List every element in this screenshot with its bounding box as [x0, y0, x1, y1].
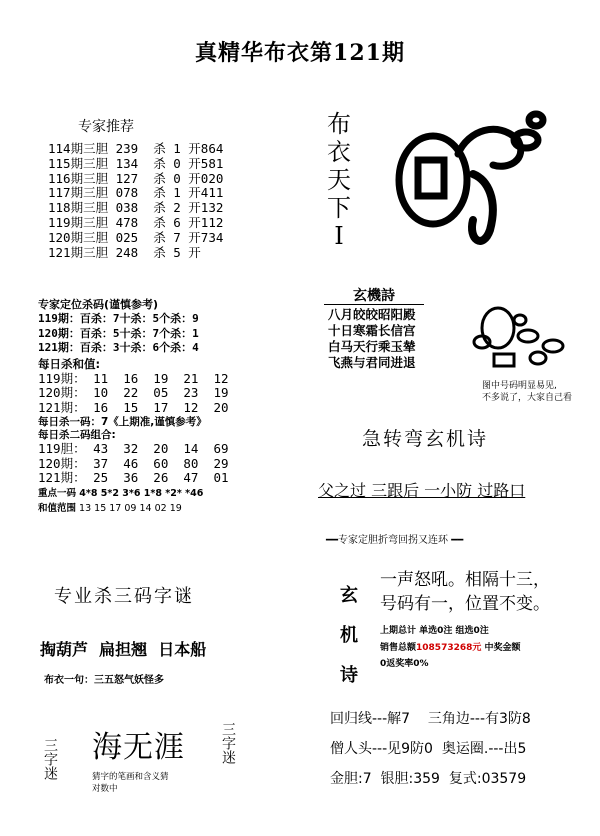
stat-line-1: 上期总计 单选0注 组选0注 — [380, 626, 489, 636]
stat-line-2 — [380, 640, 580, 656]
riddle-left-vertical: 三字迷 — [42, 738, 58, 780]
stat2-tail: 中奖金额 — [484, 643, 521, 653]
chain-doodle-icon — [458, 298, 568, 378]
sharp-turn-riddle: 父之过 三跟后 一小防 过路口 — [318, 481, 526, 500]
riddle-big-text: 海无涯 — [92, 730, 185, 765]
mystic-poem-title: 玄機詩 — [324, 288, 424, 305]
mystic-poem2-side: 玄 机 诗 — [340, 585, 358, 686]
history-row: 115期三胆 134 杀 0 开581 — [48, 155, 224, 171]
coin-doodle-icon — [378, 110, 558, 270]
history-row: 117期三胆 078 杀 1 开411 — [48, 185, 224, 201]
kill-two-row: 121期： 25 36 26 47 01 — [38, 470, 229, 485]
expert-heading: 专家推荐 — [78, 119, 134, 135]
mystic-poem-panel — [318, 282, 572, 402]
sharp-turn-title: 急转弯玄机诗 — [362, 428, 489, 450]
poem-line: 飞燕与君同进退 — [328, 355, 416, 370]
doodle-caption-1: 图中号码明显易见, — [482, 381, 557, 391]
riddle-title: 专业杀三码字谜 — [54, 586, 194, 607]
sum-row: 120期： 10 22 05 23 19 — [38, 385, 229, 400]
riddle-footnote-1: 猜字的笔画和含义猜 — [92, 772, 169, 782]
kill-two-row: 120期： 37 46 60 80 29 — [38, 455, 229, 471]
positional-rows — [38, 312, 258, 356]
mystic-poem2-body — [380, 568, 580, 672]
budaily-panel — [318, 110, 566, 260]
history-row: 118期三胆 038 杀 2 开132 — [48, 200, 224, 216]
sum-range-label: 和值范围 — [38, 502, 77, 514]
stat-line-3: 0返奖率0% — [380, 659, 429, 669]
riddle-verse: 布衣一句：三五怒气妖怪多 — [44, 675, 164, 686]
poem-line: 八月皎皎昭阳殿 — [328, 307, 416, 322]
history-row: 119期三胆 478 杀 6 开112 — [48, 214, 224, 230]
page-title: 真精华布衣第121期 — [195, 40, 405, 66]
expert-banner: ━━专家定胆折弯回拐又连环 ━━ — [326, 535, 464, 546]
history-row: 120期三胆 025 杀 7 开734 — [48, 229, 224, 245]
positional-row: 120期：百杀：5十杀：7个杀：1 — [38, 326, 199, 340]
positional-row: 121期：百杀：3十杀：6个杀：4 — [38, 341, 199, 354]
expert-panel — [38, 116, 270, 274]
sum-range-values: 13 15 17 09 14 02 19 — [79, 502, 182, 514]
kill-one-heading: 每日杀一码：7《上期准,谨慎参考》 — [38, 416, 207, 428]
stat2-label: 销售总额 — [380, 643, 417, 653]
history-row: 116期三胆 127 杀 0 开020 — [48, 170, 224, 186]
mystic-poem2-line: 号码有一，位置不变。 — [380, 594, 550, 614]
bottom-line: 金胆:7 银胆:359 复式:03579 — [330, 771, 527, 787]
mystic-poem2-line: 一声怒吼。相隔十三， — [380, 570, 550, 590]
riddle-right-vertical: 三字迷 — [220, 722, 236, 764]
sum-row: 121期： 16 15 17 12 20 — [38, 399, 229, 415]
history-row: 114期三胆 239 杀 1 开864 — [48, 141, 224, 156]
kill-two-rows — [38, 442, 258, 486]
riddle-items: 掏葫芦 扁担翘 日本船 — [40, 640, 207, 659]
expert-history — [48, 142, 223, 260]
positional-row: 119期：百杀：7十杀：5个杀：9 — [38, 312, 199, 325]
bottom-line: 僧人头---见9防0 奥运圈.---出5 — [330, 741, 527, 757]
bottom-right-panel — [330, 704, 580, 794]
poem-line: 白马天行乘玉辇 — [328, 339, 416, 354]
sum-heading: 每日杀和值: — [38, 356, 101, 371]
riddle-footnote-2: 对数中 — [92, 784, 118, 794]
kill-two-row: 119胆： 43 32 20 14 69 — [38, 441, 229, 456]
bottom-line: 回归线---解7 三角边---有3防8 — [330, 711, 531, 727]
mystic-poem-box — [318, 288, 430, 370]
budaily-title: 布 衣 天 下 I — [327, 110, 351, 250]
sum-range-line — [38, 502, 258, 516]
key-one-code: 重点一码 4*8 5*2 3*6 1*8 *2* *46 — [38, 487, 204, 499]
kill-two-heading: 每日杀二码组合: — [38, 429, 116, 441]
sum-row: 119期： 11 16 19 21 12 — [38, 370, 229, 386]
positional-panel — [38, 298, 258, 524]
stat2-value: 108573268元 — [416, 643, 482, 653]
poem-line: 十日寒霜长信宫 — [328, 323, 416, 338]
doodle-caption-2: 不多说了，大家自己看 — [482, 393, 573, 403]
positional-heading: 专家定位杀码(谨慎参考) — [38, 298, 159, 311]
history-row: 121期三胆 248 杀 5 开 — [48, 244, 201, 260]
sum-rows — [38, 372, 258, 416]
